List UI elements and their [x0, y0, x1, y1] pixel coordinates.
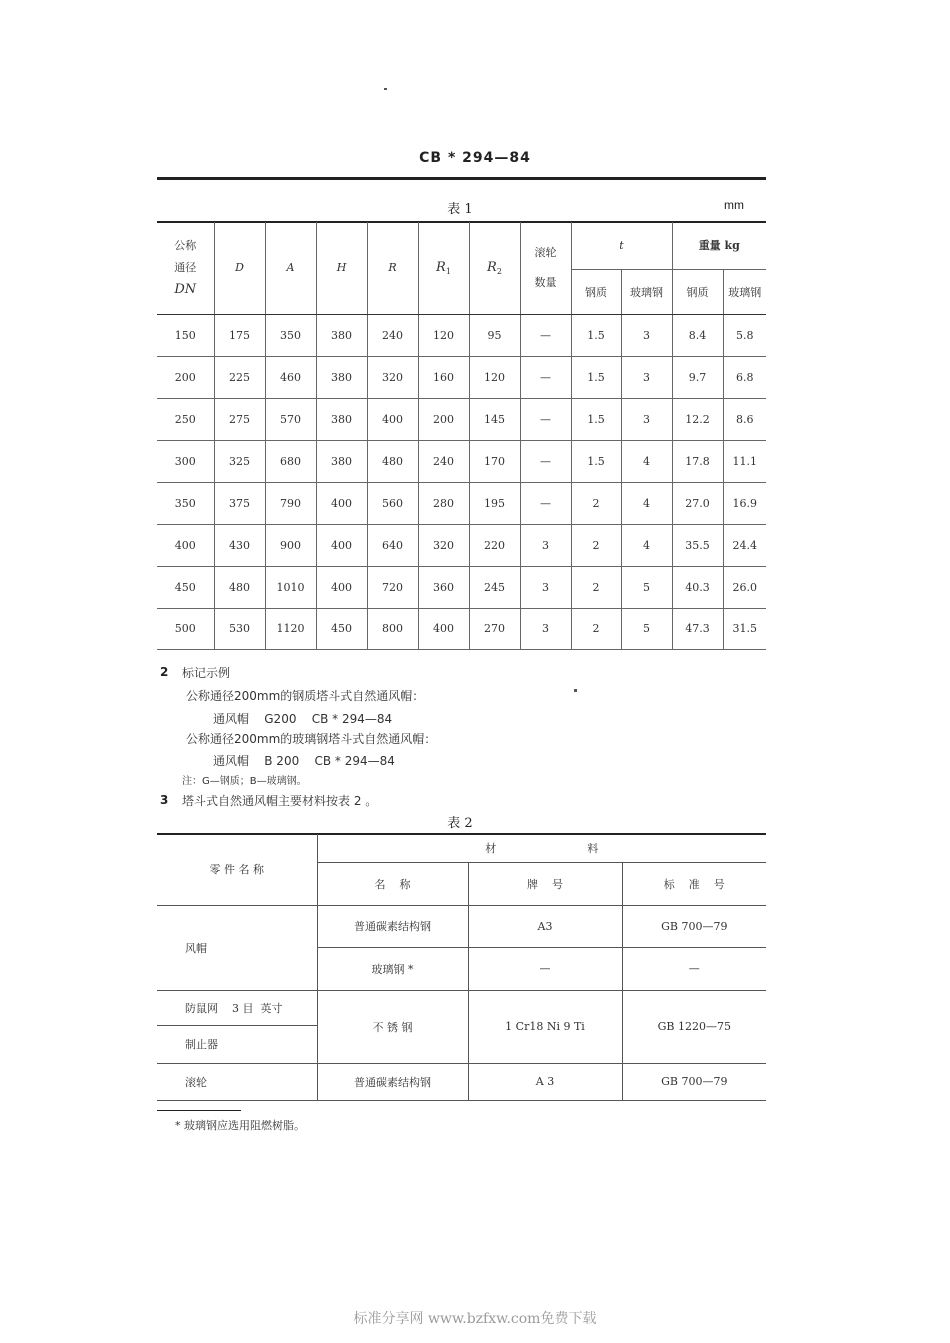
table-row [157, 398, 766, 440]
cell-w-steel: 27.0 [672, 482, 723, 524]
cell-dn: 150 [157, 314, 214, 356]
t2-header-part: 零 件 名 称 [157, 834, 317, 905]
section2-code2: 通风帽 B 200 CB * 294—84 [213, 754, 395, 768]
standard-number: CB * 294—84 [419, 150, 531, 166]
t2-part-cap: 风帽 [157, 905, 317, 990]
cell-dn: 200 [157, 356, 214, 398]
cell-roller-count: 3 [520, 608, 571, 649]
header-rule [157, 177, 766, 180]
table-row [157, 356, 766, 398]
cell-R: 320 [367, 356, 418, 398]
cell-R: 400 [367, 398, 418, 440]
section2-title: 标记示例 [182, 666, 231, 680]
cell-w-steel: 8.4 [672, 314, 723, 356]
cell-H: 450 [316, 608, 367, 649]
t2-header-name: 名 称 [317, 862, 468, 905]
cell-R2: 145 [469, 398, 520, 440]
table2 [157, 834, 766, 1101]
cell-w-steel: 17.8 [672, 440, 723, 482]
cell-A: 350 [265, 314, 316, 356]
cell-R2: 245 [469, 566, 520, 608]
cell-H: 380 [316, 314, 367, 356]
cell-dn: 500 [157, 608, 214, 649]
cell-t-frp: 5 [621, 608, 672, 649]
table-row [157, 314, 766, 356]
t2-cap-m2-name: 玻璃钢 * [317, 947, 468, 990]
table-row [157, 608, 766, 649]
cell-roller-count: — [520, 398, 571, 440]
cell-R: 480 [367, 440, 418, 482]
cell-w-frp: 31.5 [723, 608, 766, 649]
cell-t-steel: 1.5 [571, 314, 621, 356]
cell-R: 240 [367, 314, 418, 356]
cell-R: 720 [367, 566, 418, 608]
cell-roller-count: — [520, 440, 571, 482]
cell-R2: 95 [469, 314, 520, 356]
footnote: * 玻璃钢应选用阻燃树脂。 [175, 1119, 305, 1132]
cell-R1: 400 [418, 608, 469, 649]
cell-R2: 120 [469, 356, 520, 398]
cell-w-frp: 8.6 [723, 398, 766, 440]
t2-header-std: 标 准 号 [622, 862, 766, 905]
t2-ss-grade: 1 Cr18 Ni 9 Ti [468, 990, 622, 1063]
t2-ss-std: GB 1220—75 [622, 990, 766, 1063]
t2-part-stopper: 制止器 [157, 1025, 317, 1063]
cell-R2: 195 [469, 482, 520, 524]
cell-t-frp: 3 [621, 398, 672, 440]
cell-t-steel: 2 [571, 608, 621, 649]
section2-note: 注：G—钢质；B—玻璃钢。 [182, 776, 307, 787]
t2-ss-name: 不 锈 钢 [317, 990, 468, 1063]
cell-R: 560 [367, 482, 418, 524]
cell-R: 800 [367, 608, 418, 649]
cell-R1: 360 [418, 566, 469, 608]
t2-roller-name: 普通碳素结构钢 [317, 1063, 468, 1100]
cell-w-steel: 12.2 [672, 398, 723, 440]
cell-D: 325 [214, 440, 265, 482]
table-row [157, 566, 766, 608]
header-R2: $R_2$ [469, 222, 520, 314]
cell-H: 400 [316, 566, 367, 608]
watermark: 标准分享网 www.bzfxw.com免费下载 [353, 1311, 597, 1327]
table1 [157, 222, 766, 650]
section2-line2: 公称通径200mm的玻璃钢塔斗式自然通风帽： [186, 732, 437, 746]
header-dn: 公称 通径 DN [157, 222, 214, 314]
header-t: t [571, 222, 672, 269]
cell-w-frp: 16.9 [723, 482, 766, 524]
cell-dn: 350 [157, 482, 214, 524]
cell-w-steel: 40.3 [672, 566, 723, 608]
cell-w-steel: 35.5 [672, 524, 723, 566]
cell-R2: 220 [469, 524, 520, 566]
cell-w-steel: 47.3 [672, 608, 723, 649]
table2-caption: 表 2 [447, 816, 473, 831]
table1-unit: mm [724, 198, 744, 212]
t2-roller-std: GB 700—79 [622, 1063, 766, 1100]
cell-R1: 120 [418, 314, 469, 356]
cell-D: 530 [214, 608, 265, 649]
cell-t-frp: 4 [621, 440, 672, 482]
cell-t-steel: 1.5 [571, 356, 621, 398]
cell-dn: 300 [157, 440, 214, 482]
cell-t-frp: 4 [621, 524, 672, 566]
header-R1: $R_1$ [418, 222, 469, 314]
footnote-rule [157, 1110, 241, 1111]
header-R: R [367, 222, 418, 314]
cell-roller-count: — [520, 356, 571, 398]
cell-roller-count: — [520, 314, 571, 356]
cell-t-steel: 2 [571, 524, 621, 566]
t2-roller-grade: A 3 [468, 1063, 622, 1100]
t2-cap-m2-std: — [622, 947, 766, 990]
t2-header-material: 材 料 [317, 834, 766, 862]
cell-roller-count: — [520, 482, 571, 524]
cell-R1: 320 [418, 524, 469, 566]
header-D: D [214, 222, 265, 314]
cell-D: 480 [214, 566, 265, 608]
cell-R1: 160 [418, 356, 469, 398]
cell-D: 175 [214, 314, 265, 356]
cell-R2: 170 [469, 440, 520, 482]
cell-A: 900 [265, 524, 316, 566]
cell-w-frp: 26.0 [723, 566, 766, 608]
scan-speck [574, 689, 577, 692]
cell-H: 380 [316, 440, 367, 482]
cell-t-steel: 2 [571, 482, 621, 524]
table-row [157, 524, 766, 566]
table1-caption: 表 1 [447, 202, 473, 217]
cell-w-frp: 11.1 [723, 440, 766, 482]
cell-roller-count: 3 [520, 566, 571, 608]
cell-A: 790 [265, 482, 316, 524]
cell-R1: 280 [418, 482, 469, 524]
cell-t-steel: 1.5 [571, 398, 621, 440]
cell-w-frp: 6.8 [723, 356, 766, 398]
header-A: A [265, 222, 316, 314]
header-t-frp: 玻璃钢 [621, 269, 672, 314]
table-row [157, 482, 766, 524]
t2-cap-m1-name: 普通碳素结构钢 [317, 905, 468, 947]
section3-text: 塔斗式自然通风帽主要材料按表 2 。 [182, 794, 378, 808]
table-row [157, 440, 766, 482]
cell-A: 1120 [265, 608, 316, 649]
cell-t-frp: 3 [621, 314, 672, 356]
t2-part-roller: 滚轮 [157, 1063, 317, 1100]
section2-line1: 公称通径200mm的钢质塔斗式自然通风帽： [186, 689, 425, 703]
header-w-steel: 钢质 [672, 269, 723, 314]
t2-cap-m1-grade: A3 [468, 905, 622, 947]
cell-D: 275 [214, 398, 265, 440]
t2-cap-m1-std: GB 700—79 [622, 905, 766, 947]
cell-t-frp: 3 [621, 356, 672, 398]
cell-H: 380 [316, 356, 367, 398]
cell-H: 400 [316, 482, 367, 524]
cell-t-frp: 4 [621, 482, 672, 524]
cell-w-frp: 24.4 [723, 524, 766, 566]
header-t-steel: 钢质 [571, 269, 621, 314]
header-H: H [316, 222, 367, 314]
section2-code1: 通风帽 G200 CB * 294—84 [213, 712, 393, 726]
cell-H: 400 [316, 524, 367, 566]
cell-A: 570 [265, 398, 316, 440]
cell-dn: 450 [157, 566, 214, 608]
cell-A: 680 [265, 440, 316, 482]
cell-dn: 400 [157, 524, 214, 566]
cell-t-steel: 1.5 [571, 440, 621, 482]
cell-w-steel: 9.7 [672, 356, 723, 398]
cell-dn: 250 [157, 398, 214, 440]
cell-t-frp: 5 [621, 566, 672, 608]
t2-cap-m2-grade: — [468, 947, 622, 990]
cell-R: 640 [367, 524, 418, 566]
cell-R2: 270 [469, 608, 520, 649]
cell-A: 1010 [265, 566, 316, 608]
t2-part-mesh: 防鼠网 3 目 英寸 [157, 990, 317, 1025]
cell-A: 460 [265, 356, 316, 398]
cell-R1: 240 [418, 440, 469, 482]
cell-w-frp: 5.8 [723, 314, 766, 356]
cell-R1: 200 [418, 398, 469, 440]
cell-t-steel: 2 [571, 566, 621, 608]
scan-speck [384, 88, 387, 90]
section2-number: 2 [160, 665, 169, 679]
cell-D: 225 [214, 356, 265, 398]
cell-roller-count: 3 [520, 524, 571, 566]
section3-number: 3 [160, 793, 169, 807]
cell-H: 380 [316, 398, 367, 440]
t2-header-grade: 牌 号 [468, 862, 622, 905]
cell-D: 375 [214, 482, 265, 524]
cell-D: 430 [214, 524, 265, 566]
header-roller-count: 滚轮 数量 [520, 222, 571, 314]
header-w-frp: 玻璃钢 [723, 269, 766, 314]
header-weight: 重量 kg [672, 222, 766, 269]
